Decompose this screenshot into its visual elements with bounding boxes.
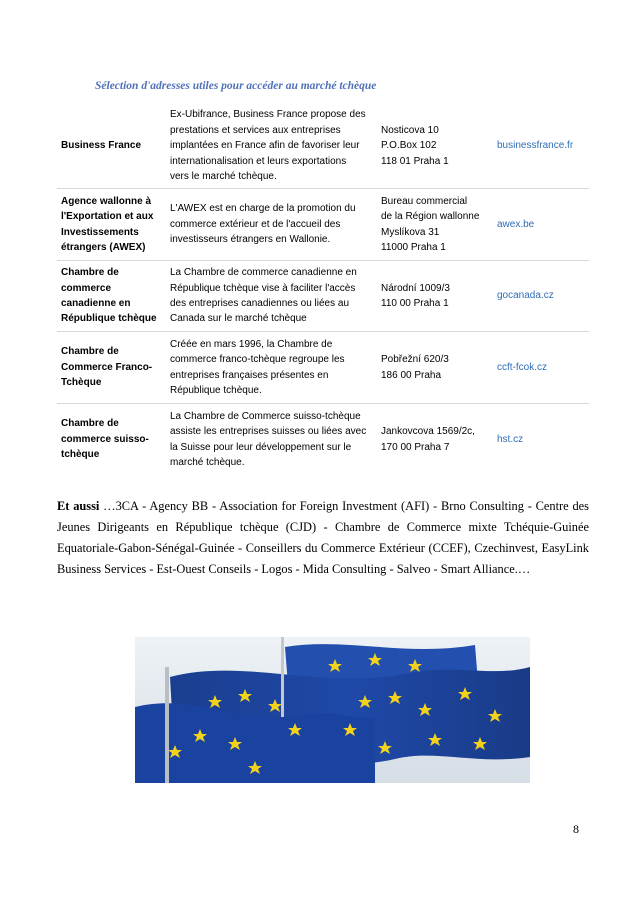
flag-pole <box>165 667 169 783</box>
cell-line: Ex-Ubifrance, Business France propose des <box>170 109 366 121</box>
cell-line: 118 01 Praha 1 <box>381 155 449 167</box>
cell-line: La Chambre de commerce canadienne en <box>170 267 357 279</box>
organization-description <box>166 104 377 189</box>
et-aussi-lead: Et aussi <box>57 499 100 513</box>
flag-pole <box>281 637 284 717</box>
cell-line: tchèque <box>61 449 100 461</box>
cell-line: l'Exportation et aux <box>61 211 154 223</box>
cell-line: Národní 1009/3 <box>381 282 450 294</box>
cell-line: marché tchèque. <box>170 456 245 468</box>
organization-website-link[interactable]: hst.cz <box>497 433 524 445</box>
organization-address <box>377 261 493 332</box>
organization-description <box>166 261 377 332</box>
cell-line: internationalisation et leurs exportations <box>170 155 347 167</box>
cell-line: étrangers (AWEX) <box>61 241 146 253</box>
cell-line: 186 00 Praha <box>381 369 442 381</box>
cell-line: commerce <box>61 282 112 294</box>
cell-line: commerce suisso- <box>61 433 149 445</box>
cell-line: la Suisse pour leur développement sur le <box>170 441 352 453</box>
organization-website-link[interactable]: gocanada.cz <box>493 261 589 332</box>
cell-line: commerce franco-tchèque regroupe les <box>170 354 345 366</box>
section-title: Sélection d'adresses utiles pour accéder au marché tchèque <box>95 80 377 92</box>
cell-line: des entreprises canadiennes ou liées au <box>170 298 350 309</box>
organization-website-link[interactable]: ccft-fcok.cz <box>493 332 589 404</box>
eu-flags-illustration <box>135 637 530 783</box>
cell-line: Commerce Franco- <box>61 361 153 373</box>
cell-line: assiste les entreprises suisses ou liées avec <box>170 426 367 438</box>
cell-line: Chambre de <box>61 267 119 279</box>
organization-name <box>57 189 166 261</box>
organization-name <box>57 404 166 476</box>
organization-description <box>166 404 377 476</box>
cell-line: République tchèque. <box>170 384 262 396</box>
cell-line: Chambre de <box>61 418 119 430</box>
cell-line: prestations et services aux entreprises <box>170 124 341 136</box>
cell-line: Créée en mars 1996, la Chambre de <box>170 338 333 350</box>
cell-line: entreprises françaises présentes en <box>170 369 329 381</box>
cell-line: La Chambre de Commerce suisso-tchèque <box>170 410 361 422</box>
cell-line: Jankovcova 1569/2c, <box>381 426 475 438</box>
cell-line: Pobřežní 620/3 <box>381 354 449 366</box>
organization-address <box>377 189 493 261</box>
organization-address <box>377 404 493 476</box>
cell-line: L'AWEX est en charge de la promotion du <box>170 203 356 215</box>
table-row <box>57 404 589 476</box>
cell-line: 110 00 Praha 1 <box>381 298 449 309</box>
cell-line: commerce extérieur et de l'accueil des <box>170 218 341 230</box>
cell-line: canadienne en <box>61 298 131 309</box>
addresses-table <box>57 104 589 475</box>
organization-website-link[interactable]: businessfrance.fr <box>493 104 589 189</box>
cell-line: 170 00 Praha 7 <box>381 441 450 453</box>
page-number: 8 <box>573 822 579 836</box>
cell-line: Canada sur le marché tchèque <box>170 313 307 325</box>
cell-line: de la Région wallonne <box>381 211 480 223</box>
table-row <box>57 189 589 261</box>
cell-line: Tchèque <box>61 377 102 389</box>
cell-line: Bureau commercial <box>381 195 468 207</box>
organization-name <box>57 104 166 189</box>
cell-line: Business France <box>61 140 142 152</box>
cell-line: implantées en France afin de favoriser leur <box>170 140 360 152</box>
organization-address <box>377 104 493 189</box>
cell-line: Myslíkova 31 <box>381 226 440 238</box>
eu-flags-image <box>135 637 530 783</box>
cell-line: Chambre de <box>61 346 119 358</box>
organization-description <box>166 332 377 404</box>
cell-line: P.O.Box 102 <box>381 140 437 152</box>
cell-line: investisseurs étrangers en Wallonie. <box>170 234 331 246</box>
cell-line: Investissements <box>61 226 139 238</box>
organization-name <box>57 261 166 332</box>
organization-description <box>166 189 377 261</box>
table-row <box>57 261 589 332</box>
organization-name <box>57 332 166 404</box>
table-row <box>57 332 589 404</box>
cell-line: Agence wallonne à <box>61 195 152 207</box>
cell-line: Nosticova 10 <box>381 124 439 136</box>
et-aussi-paragraph <box>57 496 589 580</box>
cell-line: vers le marché tchèque. <box>170 171 277 183</box>
organization-website-link[interactable]: awex.be <box>493 189 589 261</box>
cell-line: 11000 Praha 1 <box>381 241 446 253</box>
et-aussi-text: …3CA - Agency BB - Association for Foreign Investment (AFI) - Brno Consulting - Centre des Jeunes Dirigeants en République tchèque (CJD) - Chambre de Commerce mixte Tchéquie-Guinée Equatoriale-Gabon-Sénégal-Guinée - Conseillers du Commerce Extérieur (CCEF), Czechinvest, EasyLink Business Services - Est-Ouest Conseils - Logos - Mida Consulting - Salveo - Smart Alliance.… <box>57 499 589 576</box>
organization-address <box>377 332 493 404</box>
cell-line: République tchèque <box>61 313 157 325</box>
cell-line: République tchèque vise à faciliter l'accès <box>170 282 356 294</box>
table-row <box>57 104 589 189</box>
